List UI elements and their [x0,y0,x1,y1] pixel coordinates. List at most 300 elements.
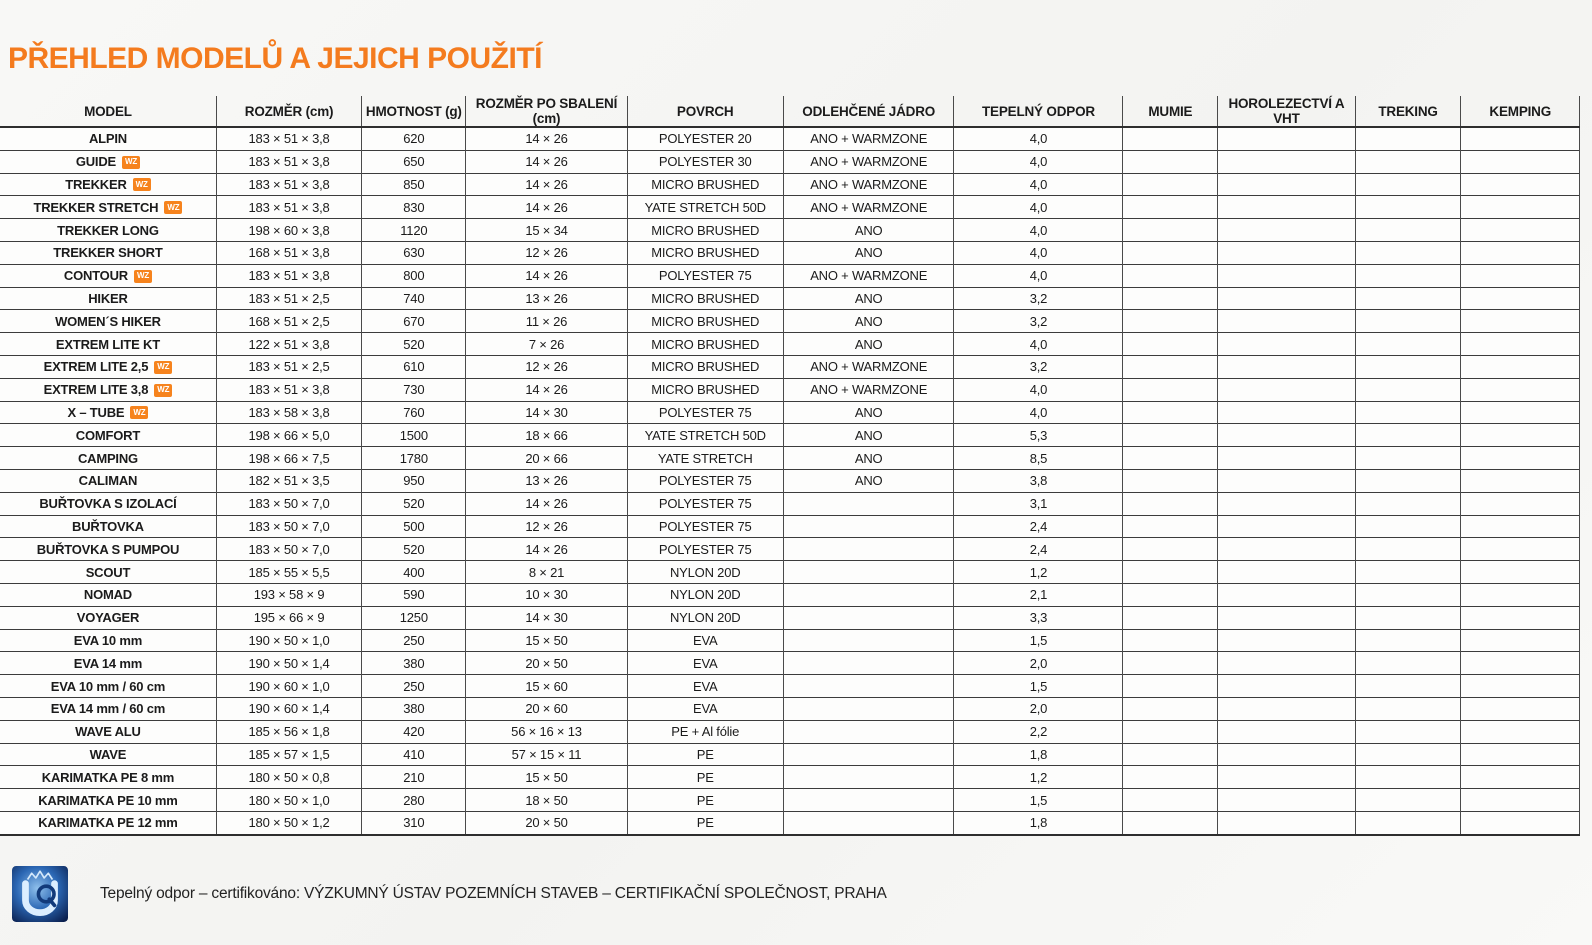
size-cell: 183 × 51 × 3,8 [216,378,361,401]
model-cell: BUŘTOVKA S IZOLACÍ [0,492,216,515]
weight-cell: 610 [362,355,466,378]
usage-trekking-cell [1355,675,1461,698]
model-cell: EVA 10 mm [0,629,216,652]
packed-size-cell: 14 × 26 [466,196,627,219]
usage-climbing-vht-cell [1218,675,1355,698]
packed-size-cell: 13 × 26 [466,469,627,492]
usage-camping-cell [1461,606,1580,629]
r-value-cell: 1,5 [954,789,1123,812]
model-cell: TREKKER WZ [0,173,216,196]
column-header-camping: KEMPING [1461,96,1580,127]
table-row [0,401,1580,424]
size-cell: 183 × 51 × 3,8 [216,196,361,219]
size-cell: 183 × 51 × 3,8 [216,150,361,173]
size-cell: 183 × 51 × 2,5 [216,355,361,378]
usage-camping-cell [1461,743,1580,766]
usage-mummy-cell [1123,675,1218,698]
core-cell: ANO + WARMZONE [783,196,954,219]
packed-size-cell: 7 × 26 [466,333,627,356]
weight-cell: 800 [362,264,466,287]
usage-climbing-vht-cell [1218,447,1355,470]
surface-cell: NYLON 20D [627,561,783,584]
weight-cell: 210 [362,766,466,789]
usage-camping-cell [1461,219,1580,242]
r-value-cell: 4,0 [954,173,1123,196]
usage-camping-cell [1461,675,1580,698]
table-row [0,469,1580,492]
size-cell: 122 × 51 × 3,8 [216,333,361,356]
usage-climbing-vht-cell [1218,492,1355,515]
r-value-cell: 2,0 [954,652,1123,675]
usage-camping-cell [1461,583,1580,606]
model-cell: WAVE [0,743,216,766]
usage-climbing-vht-cell [1218,515,1355,538]
surface-cell: EVA [627,697,783,720]
packed-size-cell: 14 × 26 [466,378,627,401]
size-cell: 198 × 66 × 5,0 [216,424,361,447]
model-cell: CAMPING [0,447,216,470]
model-cell: BUŘTOVKA [0,515,216,538]
usage-camping-cell [1461,287,1580,310]
usage-mummy-cell [1123,697,1218,720]
usage-trekking-cell [1355,561,1461,584]
core-cell [783,583,954,606]
surface-cell: PE [627,766,783,789]
packed-size-cell: 8 × 21 [466,561,627,584]
surface-cell: POLYESTER 75 [627,538,783,561]
packed-size-cell: 12 × 26 [466,355,627,378]
r-value-cell: 4,0 [954,264,1123,287]
table-row [0,241,1580,264]
table-row [0,333,1580,356]
packed-size-cell: 14 × 26 [466,150,627,173]
model-cell: VOYAGER [0,606,216,629]
packed-size-cell: 20 × 50 [466,811,627,834]
usage-mummy-cell [1123,492,1218,515]
r-value-cell: 4,0 [954,196,1123,219]
usage-climbing-vht-cell [1218,196,1355,219]
surface-cell: PE [627,811,783,834]
usage-camping-cell [1461,241,1580,264]
usage-camping-cell [1461,515,1580,538]
model-cell: NOMAD [0,583,216,606]
packed-size-cell: 12 × 26 [466,515,627,538]
packed-size-cell: 18 × 50 [466,789,627,812]
size-cell: 198 × 60 × 3,8 [216,219,361,242]
weight-cell: 850 [362,173,466,196]
weight-cell: 250 [362,629,466,652]
model-cell: WAVE ALU [0,720,216,743]
weight-cell: 730 [362,378,466,401]
packed-size-cell: 15 × 50 [466,629,627,652]
table-row [0,447,1580,470]
r-value-cell: 3,2 [954,287,1123,310]
r-value-cell: 1,8 [954,743,1123,766]
usage-camping-cell [1461,355,1580,378]
table-row [0,219,1580,242]
core-cell [783,561,954,584]
table-row [0,606,1580,629]
size-cell: 185 × 57 × 1,5 [216,743,361,766]
size-cell: 185 × 56 × 1,8 [216,720,361,743]
usage-climbing-vht-cell [1218,310,1355,333]
model-cell: TREKKER STRETCH WZ [0,196,216,219]
table-row [0,697,1580,720]
usage-camping-cell [1461,150,1580,173]
usage-mummy-cell [1123,447,1218,470]
weight-cell: 1780 [362,447,466,470]
model-cell: TREKKER SHORT [0,241,216,264]
size-cell: 190 × 60 × 1,0 [216,675,361,698]
core-cell [783,766,954,789]
core-cell: ANO [783,287,954,310]
size-cell: 168 × 51 × 3,8 [216,241,361,264]
model-cell: WOMEN´S HIKER [0,310,216,333]
core-cell: ANO + WARMZONE [783,150,954,173]
usage-camping-cell [1461,697,1580,720]
usage-mummy-cell [1123,766,1218,789]
models-usage-table [0,96,1580,836]
core-cell: ANO [783,333,954,356]
usage-climbing-vht-cell [1218,789,1355,812]
core-cell [783,606,954,629]
surface-cell: YATE STRETCH 50D [627,424,783,447]
surface-cell: PE + Al fólie [627,720,783,743]
size-cell: 183 × 58 × 3,8 [216,401,361,424]
usage-climbing-vht-cell [1218,766,1355,789]
usage-mummy-cell [1123,743,1218,766]
weight-cell: 590 [362,583,466,606]
usage-trekking-cell [1355,355,1461,378]
usage-trekking-cell [1355,378,1461,401]
size-cell: 183 × 51 × 3,8 [216,264,361,287]
usage-mummy-cell [1123,629,1218,652]
r-value-cell: 4,0 [954,150,1123,173]
core-cell [783,515,954,538]
usage-trekking-cell [1355,811,1461,834]
usage-climbing-vht-cell [1218,811,1355,834]
model-cell: EXTREM LITE KT [0,333,216,356]
column-header-core: ODLEHČENÉ JÁDRO [783,96,954,127]
column-header-trekking: TREKING [1355,96,1461,127]
surface-cell: YATE STRETCH 50D [627,196,783,219]
packed-size-cell: 14 × 26 [466,538,627,561]
usage-trekking-cell [1355,219,1461,242]
usage-climbing-vht-cell [1218,287,1355,310]
table-row [0,127,1580,150]
usage-camping-cell [1461,766,1580,789]
table-row [0,492,1580,515]
weight-cell: 520 [362,538,466,561]
table-row [0,196,1580,219]
usage-camping-cell [1461,401,1580,424]
surface-cell: PE [627,743,783,766]
usage-camping-cell [1461,196,1580,219]
table-row [0,675,1580,698]
usage-camping-cell [1461,378,1580,401]
certification-logo [12,866,68,922]
column-header-surface: POVRCH [627,96,783,127]
surface-cell: EVA [627,652,783,675]
usage-mummy-cell [1123,264,1218,287]
weight-cell: 620 [362,127,466,150]
table-row [0,378,1580,401]
usage-climbing-vht-cell [1218,720,1355,743]
usage-mummy-cell [1123,127,1218,150]
usage-camping-cell [1461,629,1580,652]
usage-trekking-cell [1355,629,1461,652]
usage-trekking-cell [1355,789,1461,812]
model-cell: CALIMAN [0,469,216,492]
surface-cell: MICRO BRUSHED [627,378,783,401]
packed-size-cell: 57 × 15 × 11 [466,743,627,766]
r-value-cell: 3,8 [954,469,1123,492]
r-value-cell: 2,0 [954,697,1123,720]
footer [12,866,887,922]
core-cell: ANO [783,469,954,492]
surface-cell: NYLON 20D [627,583,783,606]
model-cell: COMFORT [0,424,216,447]
table-row [0,561,1580,584]
r-value-cell: 4,0 [954,401,1123,424]
model-cell: EVA 14 mm [0,652,216,675]
surface-cell: POLYESTER 20 [627,127,783,150]
packed-size-cell: 14 × 26 [466,264,627,287]
model-cell: HIKER [0,287,216,310]
packed-size-cell: 14 × 26 [466,492,627,515]
usage-climbing-vht-cell [1218,219,1355,242]
weight-cell: 250 [362,675,466,698]
table-row [0,538,1580,561]
surface-cell: POLYESTER 75 [627,469,783,492]
usage-mummy-cell [1123,173,1218,196]
r-value-cell: 4,0 [954,378,1123,401]
r-value-cell: 1,2 [954,766,1123,789]
weight-cell: 380 [362,697,466,720]
weight-cell: 630 [362,241,466,264]
usage-mummy-cell [1123,469,1218,492]
surface-cell: EVA [627,629,783,652]
core-cell: ANO + WARMZONE [783,378,954,401]
usage-climbing-vht-cell [1218,606,1355,629]
model-cell: CONTOUR WZ [0,264,216,287]
core-cell: ANO + WARMZONE [783,127,954,150]
table-row [0,652,1580,675]
surface-cell: POLYESTER 75 [627,492,783,515]
r-value-cell: 4,0 [954,241,1123,264]
model-cell: EVA 14 mm / 60 cm [0,697,216,720]
usage-trekking-cell [1355,469,1461,492]
usage-trekking-cell [1355,196,1461,219]
r-value-cell: 2,1 [954,583,1123,606]
weight-cell: 500 [362,515,466,538]
usage-camping-cell [1461,310,1580,333]
model-cell: KARIMATKA PE 10 mm [0,789,216,812]
usage-trekking-cell [1355,606,1461,629]
packed-size-cell: 15 × 60 [466,675,627,698]
surface-cell: EVA [627,675,783,698]
usage-climbing-vht-cell [1218,652,1355,675]
usage-climbing-vht-cell [1218,333,1355,356]
warmzone-badge: WZ [130,406,148,419]
usage-mummy-cell [1123,538,1218,561]
usage-climbing-vht-cell [1218,697,1355,720]
size-cell: 198 × 66 × 7,5 [216,447,361,470]
usage-mummy-cell [1123,811,1218,834]
packed-size-cell: 20 × 50 [466,652,627,675]
weight-cell: 1500 [362,424,466,447]
surface-cell: YATE STRETCH [627,447,783,470]
r-value-cell: 3,2 [954,310,1123,333]
usage-trekking-cell [1355,743,1461,766]
r-value-cell: 4,0 [954,219,1123,242]
usage-mummy-cell [1123,355,1218,378]
usage-mummy-cell [1123,287,1218,310]
size-cell: 183 × 51 × 3,8 [216,173,361,196]
weight-cell: 650 [362,150,466,173]
core-cell: ANO [783,424,954,447]
weight-cell: 310 [362,811,466,834]
surface-cell: POLYESTER 75 [627,264,783,287]
size-cell: 185 × 55 × 5,5 [216,561,361,584]
column-header-climbing-vht: HOROLEZECTVÍ A VHT [1218,96,1355,127]
table-row [0,310,1580,333]
model-cell: BUŘTOVKA S PUMPOU [0,538,216,561]
size-cell: 180 × 50 × 0,8 [216,766,361,789]
size-cell: 195 × 66 × 9 [216,606,361,629]
usage-camping-cell [1461,264,1580,287]
usage-camping-cell [1461,469,1580,492]
usage-camping-cell [1461,173,1580,196]
usage-trekking-cell [1355,538,1461,561]
usage-climbing-vht-cell [1218,173,1355,196]
size-cell: 193 × 58 × 9 [216,583,361,606]
table-row [0,173,1580,196]
usage-mummy-cell [1123,515,1218,538]
table-row [0,150,1580,173]
usage-climbing-vht-cell [1218,378,1355,401]
column-header-packed-size: ROZMĚR PO SBALENÍ (cm) [466,96,627,127]
page-title: PŘEHLED MODELŮ A JEJICH POUŽITÍ [8,42,542,75]
usage-trekking-cell [1355,766,1461,789]
model-cell: KARIMATKA PE 12 mm [0,811,216,834]
surface-cell: POLYESTER 30 [627,150,783,173]
packed-size-cell: 14 × 30 [466,606,627,629]
core-cell [783,811,954,834]
core-cell [783,743,954,766]
usage-mummy-cell [1123,583,1218,606]
column-header-mummy: MUMIE [1123,96,1218,127]
table-row [0,424,1580,447]
r-value-cell: 2,2 [954,720,1123,743]
usage-trekking-cell [1355,333,1461,356]
usage-camping-cell [1461,333,1580,356]
table-body [0,127,1580,835]
size-cell: 168 × 51 × 2,5 [216,310,361,333]
weight-cell: 760 [362,401,466,424]
r-value-cell: 1,5 [954,629,1123,652]
table-header [0,96,1580,127]
usage-climbing-vht-cell [1218,264,1355,287]
core-cell: ANO [783,310,954,333]
core-cell [783,789,954,812]
usage-climbing-vht-cell [1218,561,1355,584]
model-cell: ALPIN [0,127,216,150]
usage-mummy-cell [1123,150,1218,173]
usage-trekking-cell [1355,173,1461,196]
usage-trekking-cell [1355,720,1461,743]
usage-camping-cell [1461,561,1580,584]
usage-trekking-cell [1355,583,1461,606]
packed-size-cell: 15 × 34 [466,219,627,242]
usage-camping-cell [1461,447,1580,470]
usage-camping-cell [1461,127,1580,150]
table-row [0,789,1580,812]
usage-climbing-vht-cell [1218,127,1355,150]
core-cell: ANO + WARMZONE [783,173,954,196]
r-value-cell: 3,3 [954,606,1123,629]
core-cell [783,538,954,561]
usage-mummy-cell [1123,652,1218,675]
packed-size-cell: 13 × 26 [466,287,627,310]
model-cell: GUIDE WZ [0,150,216,173]
usage-climbing-vht-cell [1218,469,1355,492]
packed-size-cell: 14 × 26 [466,127,627,150]
weight-cell: 1120 [362,219,466,242]
usage-trekking-cell [1355,241,1461,264]
usage-mummy-cell [1123,606,1218,629]
r-value-cell: 2,4 [954,515,1123,538]
surface-cell: MICRO BRUSHED [627,310,783,333]
model-cell: EXTREM LITE 2,5 WZ [0,355,216,378]
usage-climbing-vht-cell [1218,355,1355,378]
r-value-cell: 1,2 [954,561,1123,584]
weight-cell: 520 [362,492,466,515]
table-row [0,355,1580,378]
usage-trekking-cell [1355,150,1461,173]
usage-trekking-cell [1355,424,1461,447]
usage-climbing-vht-cell [1218,583,1355,606]
usage-camping-cell [1461,789,1580,812]
warmzone-badge: WZ [164,201,182,214]
weight-cell: 950 [362,469,466,492]
usage-trekking-cell [1355,515,1461,538]
usage-camping-cell [1461,720,1580,743]
usage-trekking-cell [1355,264,1461,287]
usage-trekking-cell [1355,492,1461,515]
core-cell: ANO [783,447,954,470]
weight-cell: 280 [362,789,466,812]
weight-cell: 740 [362,287,466,310]
usage-climbing-vht-cell [1218,629,1355,652]
usage-mummy-cell [1123,720,1218,743]
warmzone-badge: WZ [154,361,172,374]
core-cell [783,697,954,720]
surface-cell: MICRO BRUSHED [627,355,783,378]
size-cell: 182 × 51 × 3,5 [216,469,361,492]
core-cell: ANO + WARMZONE [783,264,954,287]
size-cell: 190 × 50 × 1,4 [216,652,361,675]
surface-cell: MICRO BRUSHED [627,173,783,196]
usage-mummy-cell [1123,196,1218,219]
core-cell: ANO [783,241,954,264]
usage-camping-cell [1461,424,1580,447]
weight-cell: 670 [362,310,466,333]
core-cell: ANO + WARMZONE [783,355,954,378]
table-row [0,583,1580,606]
table-row [0,287,1580,310]
usage-climbing-vht-cell [1218,401,1355,424]
